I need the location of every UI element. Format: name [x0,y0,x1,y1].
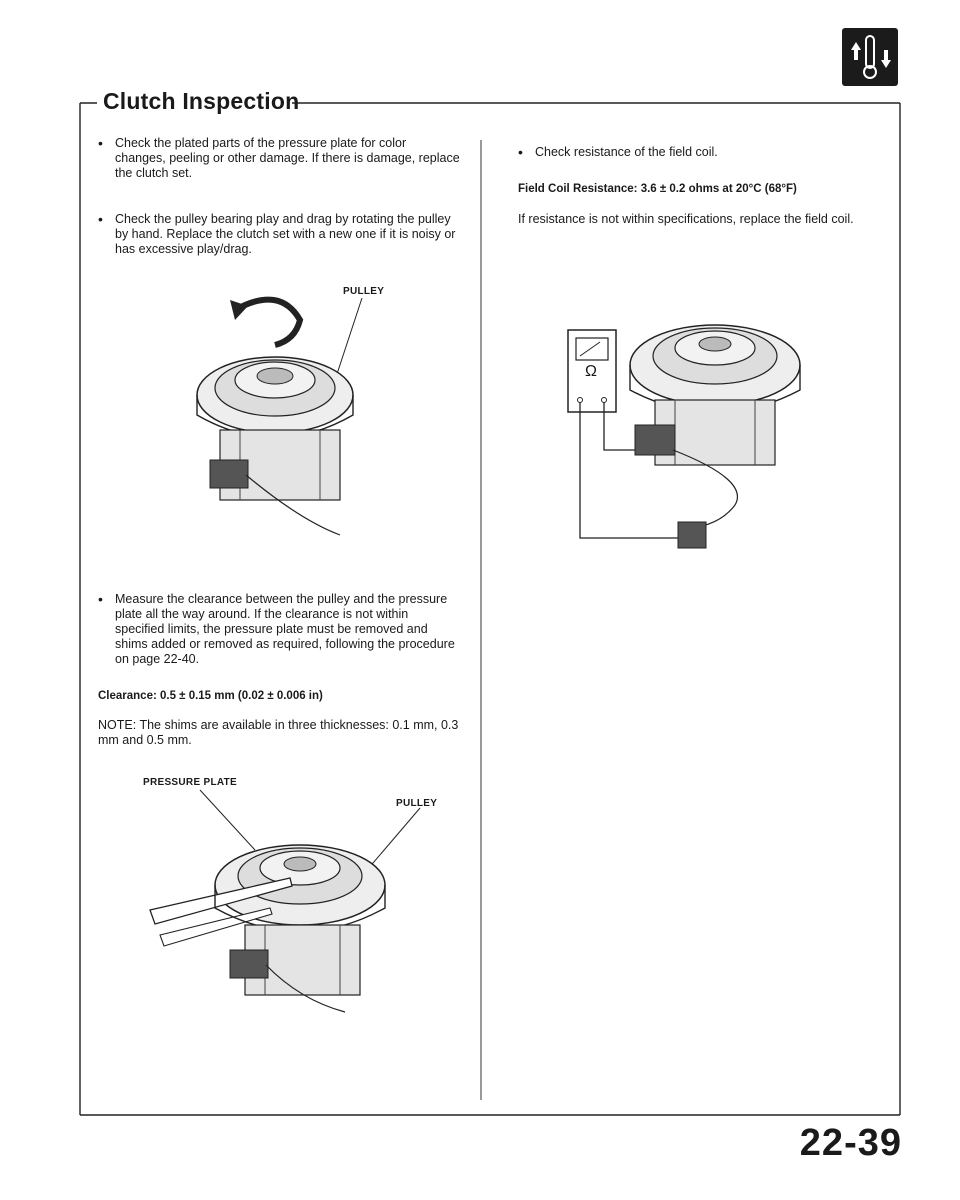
section-title: Clutch Inspection [103,88,300,114]
shim-note: NOTE: The shims are available in three thicknesses: 0.1 mm, 0.3 mm and 0.5 mm. [98,718,459,747]
ohm-symbol: Ω [585,363,597,380]
figure-pulley-rotation [180,290,380,550]
bullet-dot: • [518,144,523,160]
clearance-spec: Clearance: 0.5 ± 0.15 mm (0.02 ± 0.006 in) [98,690,323,702]
bullet-text: Measure the clearance between the pulley and the pressure plate all the way around. If the clearance is not within specified limits, the pressure plate must be removed and shims added or removed as required, following the procedure on page 22-40. [115,592,455,666]
bullet-dot: • [98,211,103,227]
bullet-pulley-bearing [98,211,460,257]
bullet-measure-clearance [98,591,460,667]
fig2-label-pressure-plate: PRESSURE PLATE [143,777,238,788]
page-number: 22-39 [799,1122,902,1164]
figure-clearance-measurement [150,790,450,1030]
fig1-label-pulley: PULLEY [343,286,385,297]
bullet-text: Check the pulley bearing play and drag by rotating the pulley by hand. Replace the clutch set with a new one if it is noisy or has excessive play/drag. [115,212,456,256]
figure-ohmmeter-field-coil [560,310,830,550]
field-coil-resistance-spec: Field Coil Resistance: 3.6 ± 0.2 ohms at 20°C (68°F) [518,183,797,195]
replace-field-coil-note: If resistance is not within specifications, replace the field coil. [518,212,854,226]
fig2-label-pulley: PULLEY [396,798,438,809]
bullet-text: Check the plated parts of the pressure plate for color changes, peeling or other damage. If there is damage, replace the clutch set. [115,136,460,180]
bullet-text: Check resistance of the field coil. [535,145,718,159]
bullet-check-resistance [518,144,880,160]
bullet-plated-parts [98,135,460,181]
bullet-dot: • [98,135,103,151]
bullet-dot: • [98,591,103,607]
